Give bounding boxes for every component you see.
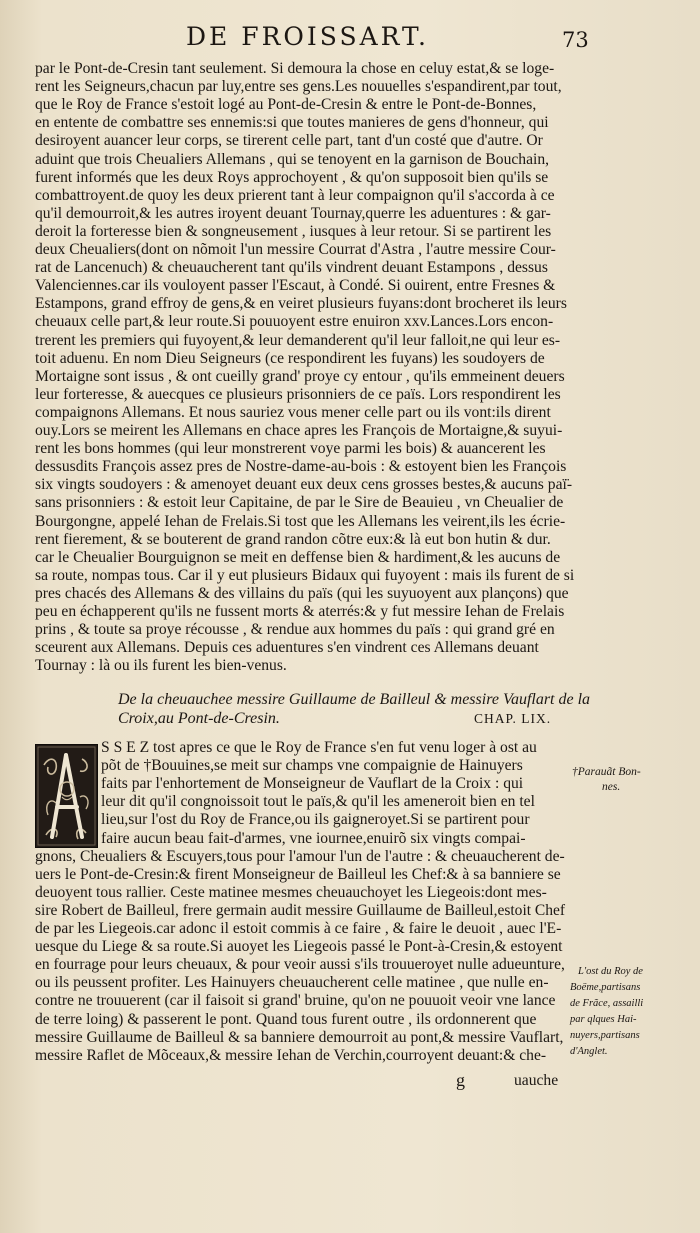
text-line: uesque du Liege & sa route.Si auoyet les Liegeois passé le Pont-à-Cresin,& estoyent — [35, 938, 563, 956]
text-line: rat de Lancenuch) & cheuaucherent tant qu'ils vindrent deuant Estampons , dessus — [35, 259, 548, 277]
text-line: peu en échapperent qu'ils ne fussent morts & aterrés:& y fut messire Iehan de Frelais — [35, 603, 565, 620]
text-line: rent les bons hommes (qui leur monstrerent voye parmi les bois) & auancerent les — [35, 440, 546, 458]
text-line: compaignons Allemans. Et nous sauriez vous mener celle part ou ils vont:ils dirent — [35, 403, 551, 421]
text-line: S S E Z tost apres ce que le Roy de France s'en fut venu loger à ost au — [101, 739, 537, 756]
text-line: en fourrage pour leurs cheuaux, & pour veoir aussi s'ils trouueroyet nulle adueunture, — [35, 956, 565, 974]
text-line: Mortaigne sont issus , & ont cueilly grand' proye cy entour , qu'ils emmeinent deuers — [35, 367, 565, 385]
text-line: deuoyent tous rallier. Ceste matinee mesmes cheuauchoyet les Liegeois:dont mes- — [35, 883, 547, 901]
text-line: messire Guillaume de Bailleul & sa banniere demourroit au pont,& messire Vauflart, — [35, 1028, 564, 1046]
text-line: dessusdits François assez pres de Nostre-dame-au-bois : & estoyent bien les François — [35, 458, 567, 476]
text-line: contre ne trouuerent (car il faisoit si grand' bruine, qu'on ne pouuoit veoir vne lance — [35, 992, 556, 1010]
text-line: uers le Pont-de-Cresin:& firent Monseigneur de Bailleul les Chef:& à sa banniere se — [35, 865, 561, 883]
page-number: 73 — [562, 28, 589, 52]
text-line: leur forteresse, & auecques ce plusieurs prisonniers de ce païs. Lors respondirent les — [35, 385, 561, 403]
text-line: faire aucun beau fait-d'armes, vne iournee,enuirõ six vingts compai- — [101, 829, 526, 847]
text-line: rent les Seigneurs,chacun par luy,entre ses gens.Les nouuelles s'espandirent,par tout, — [35, 78, 562, 96]
text-line: ou ils peussent profiter. Les Hainuyers cheuaucherent celle matinee , que nulle en- — [35, 974, 549, 992]
marginal-note-line: de Frãce, assailli — [570, 998, 644, 1009]
marginal-note-line: nuyers,partisans — [570, 1030, 640, 1041]
text-line: sa route, nompas tous. Car il y eut plusieurs Bidaux qui fuyoyent : mais ils furent de si — [35, 566, 575, 584]
text-line: trerent les premiers qui fuyoyent,& leur demanderent qu'il leur falloit,ne qui leur es- — [35, 331, 561, 349]
chapter-number: CHAP. LIX. — [474, 711, 552, 726]
marginal-note-1-cont: nes. — [602, 781, 621, 793]
chapter-title-line-1: De la cheuauchee messire Guillaume de Bailleul & messire Vauflart de la — [118, 691, 591, 708]
text-line: pres chacés des Allemans & des villains du païs (qui les suyuoyent aux plançons) que — [35, 584, 569, 602]
text-line: faits par l'enhortement de Monseigneur de Vauflart de la Croix : qui — [101, 775, 524, 793]
text-line: gnons, Cheualiers & Escuyers,tous pour l'amour l'un de l'autre : & cheuaucherent de- — [35, 847, 565, 865]
text-line: que le Roy de France s'estoit logé au Pont-de-Cresin & entre le Pont-de-Bonnes, — [35, 96, 537, 114]
text-line: sire Robert de Bailleul, frere germain audit messire Guillaume de Bailleul,estoit Chef — [35, 901, 566, 919]
text-line: furent informés que les deux Roys approchoyent , & qu'on supposoit bien qu'ils se — [35, 168, 549, 186]
marginal-note-1: †Parauãt Bon- — [572, 766, 641, 778]
text-line: leur dit qu'il congnoissoit tout le païs,& qu'il les ameneroit bien en tel — [101, 793, 535, 811]
text-line: combattroyent.de quoy les deux prierent tant à leur compaignon qu'il s'accorda à ce — [35, 186, 555, 204]
text-line: deroit la forteresse bien & songneusement , iusques à leur retour. Si se partirent les — [35, 222, 552, 240]
text-line: aduint que trois Cheualiers Allemans , qui se tenoyent en la garnison de Bouchain, — [35, 150, 550, 168]
text-line: de par les Liegeois.car adonc il estoit commis à ce faire , & faire le deuoit , auec l'E- — [35, 920, 562, 937]
text-line: desiroyent auancer leur corps, se tirerent celle part, tant d'un costé que d'autre. Or — [35, 132, 543, 150]
marginal-note-line: d'Anglet. — [570, 1046, 608, 1057]
marginal-note-line: L'ost du Roy de — [578, 966, 643, 977]
text-line: car le Cheualier Bourguignon se meit en deffense bien & hardiment,& les aucuns de — [35, 548, 561, 566]
text-line: Estampons, grand effroy de gens,& en veiret plusieurs fuyans:dont brocheret ils leurs — [35, 295, 567, 313]
text-line: lieu,sur l'ost du Roy de France,ou ils gaigneroyet.Si se partirent pour — [101, 811, 530, 829]
decorated-initial-a-icon — [35, 744, 98, 848]
marginal-note-line: par qlques Hai- — [570, 1014, 637, 1025]
text-line: Bourgongne, appelé Iehan de Frelais.Si tost que les Allemans les veirent,ils les écrie- — [35, 512, 566, 530]
text-line: six vingts soudoyers : & amenoyet deuant eux deux cens grosses bestes,& aucuns paï̈- — [35, 476, 573, 494]
text-line: messire Raflet de Mõceaux,& messire Iehan de Verchin,courroyent deuant:& che- — [35, 1046, 547, 1064]
text-line: sceurent aux Allemans. Depuis ces aduentures s'en vindrent ces Allemans deuant — [35, 639, 539, 657]
text-line: deux Cheualiers(dont on nõmoit l'un messire Courrat d'Astra , l'autre messire Cour- — [35, 241, 556, 258]
text-line: de terre loing) & passerent le pont. Quand tous furent outre , ils ordonnerent que — [35, 1010, 537, 1028]
text-line: par le Pont-de-Cresin tant seulement. Si demoura la chose en celuy estat,& se loge- — [35, 60, 555, 77]
text-line: põt de †Bouuines,se meit sur champs vne compaignie de Hainuyers — [101, 757, 523, 775]
text-line: cheuaux celle part,& leur route.Si pouuoyent estre enuiron xxv.Lances.Lors encon- — [35, 313, 554, 331]
chapter-title-line-2: Croix,au Pont-de-Cresin. — [118, 710, 280, 727]
text-line: prins , & toute sa proye récousse , & rendue aux hommes du païs : qui grand gré en — [35, 621, 555, 639]
text-line: Valenciennes.car ils vouloyent passer l'Escaut, à Condé. Si ouirent, entre Fresnes & — [35, 277, 556, 295]
text-line: ouy.Lors se meirent les Allemans en chace apres les François de Mortaigne,& suyui- — [35, 422, 563, 439]
text-line: Tournay : là ou ils furent les bien-venus. — [35, 657, 287, 675]
text-line: toit aduenu. En nom Dieu Seigneurs (ce respondirent les fuyans) les soudoyers de — [35, 349, 545, 367]
text-line: rent fierement, & se bouterent de grand randon cõtre eux:& là eut bon hutin & dur. — [35, 530, 551, 548]
catchword: uauche — [514, 1072, 559, 1089]
running-head: DE FROISSART. — [186, 22, 429, 51]
signature-mark: g — [456, 1070, 465, 1090]
text-line: sans prisonniers : & estoit leur Capitaine, de par le Sire de Beauieu , vn Cheualier de — [35, 494, 564, 512]
text-line: qu'il demourroit,& les autres iroyent deuant Tournay,querre les aduentures : & gar- — [35, 204, 551, 222]
marginal-note-line: Boëme,partisans — [570, 982, 641, 993]
text-line: en entente de combattre ses ennemis:si que toutes manieres de gens d'honneur, qui — [35, 114, 549, 132]
